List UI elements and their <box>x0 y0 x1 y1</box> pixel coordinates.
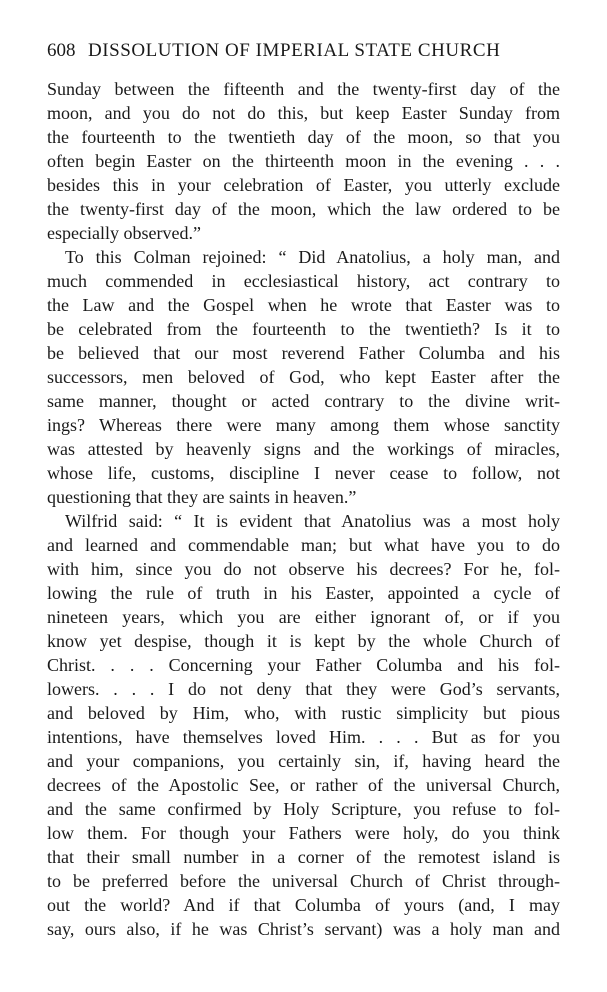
text-line: To this Colman rejoined: “ Did Anatolius, a holy man, and <box>65 247 560 267</box>
text-line: often begin Easter on the thirteenth moon in the evening . . . <box>47 151 560 171</box>
text-line: successors, men beloved of God, who kept Easter after the <box>47 367 560 387</box>
text-line: intentions, have themselves loved Him. . . . But as for you <box>47 727 560 747</box>
text-line: and your companions, you certainly sin, if, having heard the <box>47 751 560 771</box>
text-line: be believed that our most reverend Father Columba and his <box>47 343 560 363</box>
page-number: 608 <box>47 40 76 61</box>
text-line: low them. For though your Fathers were holy, do you think <box>47 823 560 843</box>
text-line: with him, since you do not observe his decrees? For he, fol- <box>47 559 560 579</box>
text-line: know yet despise, though it is kept by the whole Church of <box>47 631 560 651</box>
text-line: Sunday between the fifteenth and the twenty-first day of the <box>47 79 560 99</box>
running-head: DISSOLUTION OF IMPERIAL STATE CHURCH <box>88 40 501 61</box>
text-line: same manner, thought or acted contrary to the divine writ- <box>47 391 560 411</box>
text-line: the Law and the Gospel when he wrote that Easter was to <box>47 295 560 315</box>
text-line: the fourteenth to the twentieth day of the moon, so that you <box>47 127 560 147</box>
text-line: say, ours also, if he was Christ’s servant) was a holy man and <box>47 919 560 939</box>
text-line: that their small number in a corner of the remotest island is <box>47 847 560 867</box>
text-line: besides this in your celebration of Easter, you utterly exclude <box>47 175 560 195</box>
body-text <box>47 77 560 941</box>
text-line: Wilfrid said: “ It is evident that Anatolius was a most holy <box>65 511 560 531</box>
page-header <box>47 38 562 64</box>
text-line: moon, and you do not do this, but keep Easter Sunday from <box>47 103 560 123</box>
text-line: ings? Whereas there were many among them whose sanctity <box>47 415 560 435</box>
text-line: and learned and commendable man; but what have you to do <box>47 535 560 555</box>
text-line: lowing the rule of truth in his Easter, appointed a cycle of <box>47 583 560 603</box>
text-line: lowers. . . . I do not deny that they were God’s servants, <box>47 679 560 699</box>
paragraph <box>47 509 560 941</box>
text-line: nineteen years, which you are either ignorant of, or if you <box>47 607 560 627</box>
text-line: was attested by heavenly signs and the workings of miracles, <box>47 439 560 459</box>
text-line: and beloved by Him, who, with rustic simplicity but pious <box>47 703 560 723</box>
text-line: Christ. . . . Concerning your Father Columba and his fol- <box>47 655 560 675</box>
text-line: much commended in ecclesiastical history, act contrary to <box>47 271 560 291</box>
paragraph <box>47 77 560 245</box>
text-line: be celebrated from the fourteenth to the twentieth? Is it to <box>47 319 560 339</box>
text-line: out the world? And if that Columba of yours (and, I may <box>47 895 560 915</box>
text-line: to be preferred before the universal Church of Christ through- <box>47 871 560 891</box>
text-line: whose life, customs, discipline I never cease to follow, not <box>47 463 560 483</box>
text-line: decrees of the Apostolic See, or rather of the universal Church, <box>47 775 560 795</box>
text-line: the twenty-first day of the moon, which the law ordered to be <box>47 199 560 219</box>
text-line: and the same confirmed by Holy Scripture, you refuse to fol- <box>47 799 560 819</box>
paragraph <box>47 245 560 509</box>
text-line: especially observed.” <box>47 223 201 243</box>
text-line: questioning that they are saints in heaven.” <box>47 487 357 507</box>
